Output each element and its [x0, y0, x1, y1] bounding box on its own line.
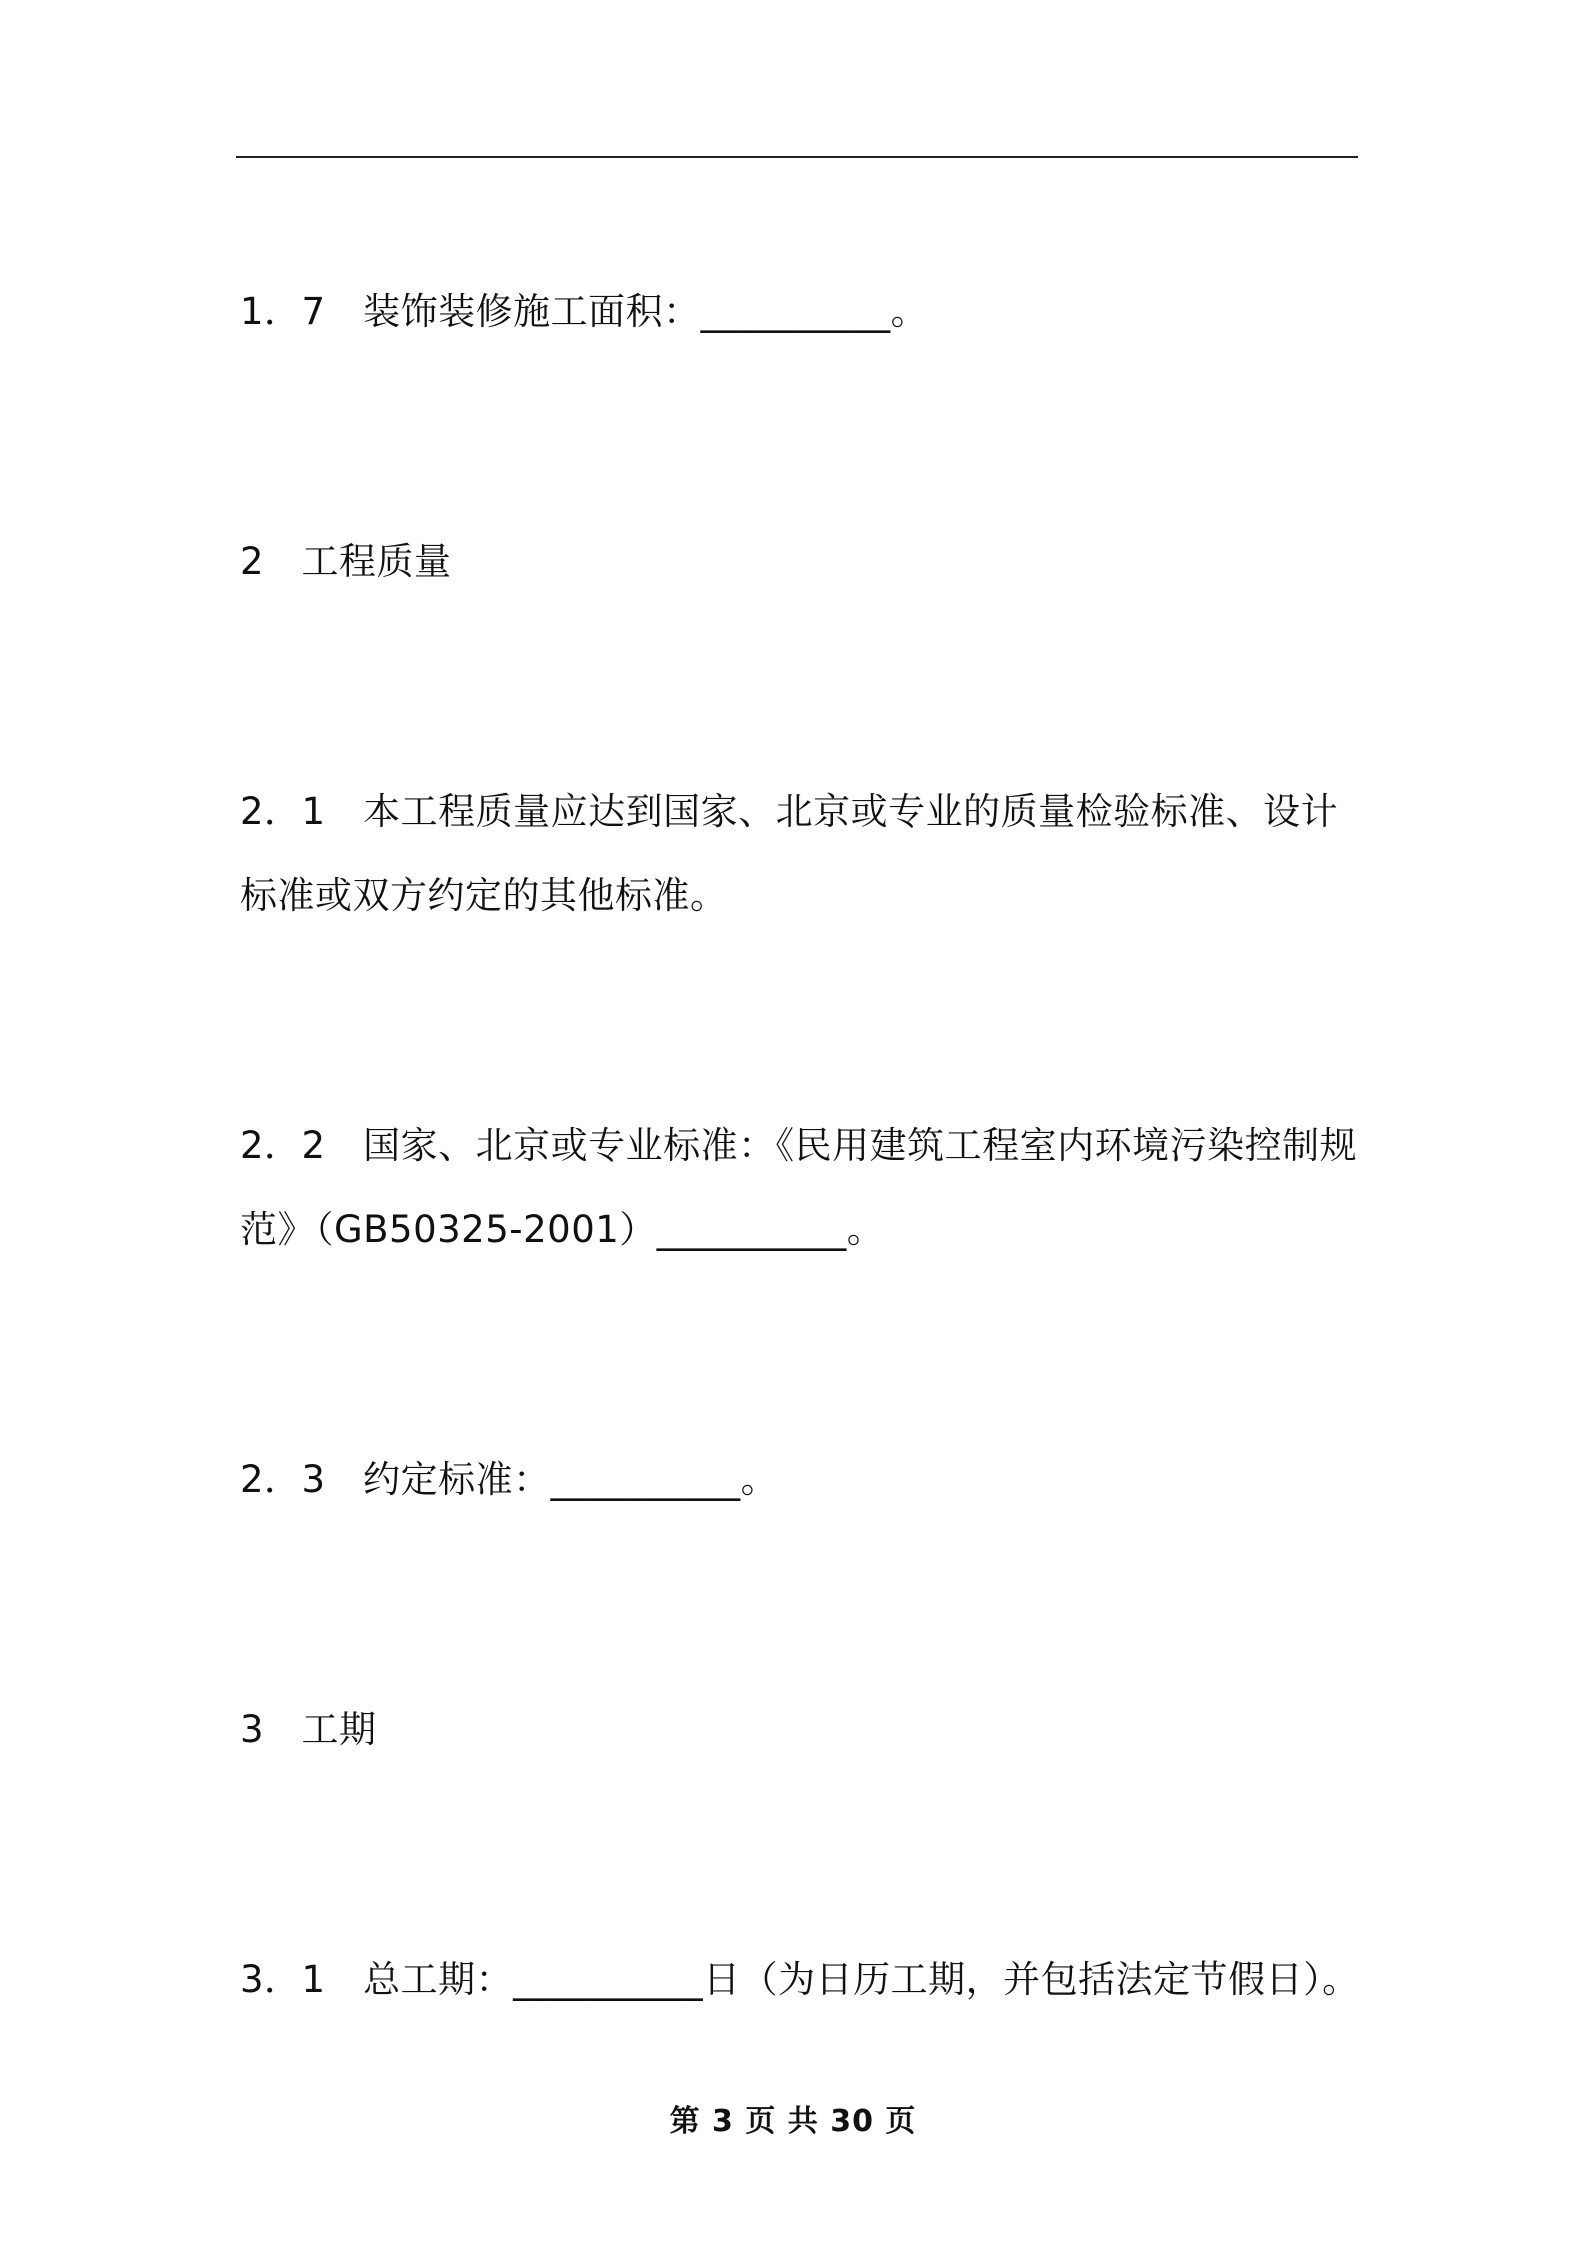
page-number-footer: 第 3 页 共 30 页: [669, 2104, 917, 2139]
clause-2-2-line-2: 范》（GB50325-2001）__________。: [240, 1208, 885, 1251]
clause-2-1: [240, 770, 1360, 938]
clause-2-3: [240, 1438, 1360, 1522]
section-3-heading-text: 3 工期: [240, 1708, 377, 1751]
clause-2-1-line-2: 标准或双方约定的其他标准。: [240, 874, 728, 917]
clause-1-7-text: 1．7 装饰装修施工面积：__________。: [240, 290, 929, 333]
clause-2-2: [240, 1104, 1360, 1272]
header-rule: [236, 156, 1358, 158]
clause-3-1-text: 3．1 总工期：__________日（为日历工期，并包括法定节假日）。: [240, 1958, 1360, 2001]
clause-2-2-line-1: 2．2 国家、北京或专业标准：《民用建筑工程室内环境污染控制规: [240, 1124, 1358, 1167]
clause-3-1: [240, 1938, 1360, 2022]
section-2-heading: [240, 520, 1360, 604]
clause-1-7: [240, 270, 1360, 354]
clause-2-1-line-1: 2．1 本工程质量应达到国家、北京或专业的质量检验标准、设计: [240, 790, 1339, 833]
section-3-heading: [240, 1688, 1360, 1772]
section-2-heading-text: 2 工程质量: [240, 540, 452, 583]
clause-2-3-text: 2．3 约定标准：__________。: [240, 1458, 779, 1501]
